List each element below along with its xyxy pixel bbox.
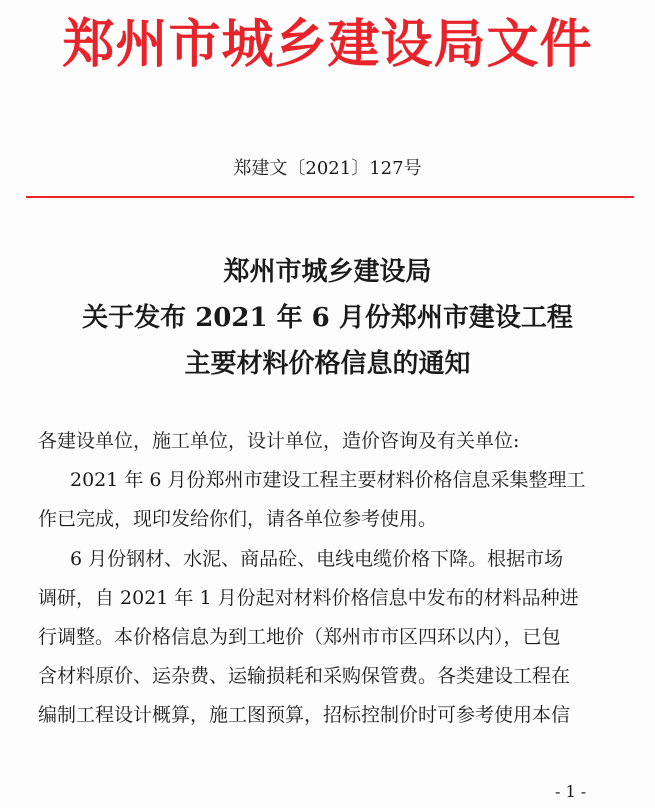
paragraph-2-line-4: 含材料原价、运杂费、运输损耗和采购保管费。各类建设工程在	[38, 665, 571, 687]
notice-title-line-1: 郑州市城乡建设局	[223, 257, 432, 287]
paragraph-2-line-1: 6 月份钢材、水泥、商品砼、电线电缆价格下降。根据市场	[70, 548, 564, 570]
red-divider-line	[26, 196, 634, 198]
notice-title-line-2: 关于发布 2021 年 6 月份郑州市建设工程	[82, 303, 573, 333]
paragraph-2-line-5: 编制工程设计概算，施工图预算，招标控制价时可参考使用本信	[38, 704, 571, 726]
paragraph-1-line-1: 2021 年 6 月份郑州市建设工程主要材料价格信息采集整理工	[70, 469, 586, 491]
masthead-title: 郑州市城乡建设局文件	[62, 14, 593, 75]
salutation: 各建设单位，施工单位，设计单位，造价咨询及有关单位:	[38, 430, 520, 452]
page-number: - 1 -	[555, 782, 587, 801]
notice-title-line-3: 主要材料价格信息的通知	[184, 349, 471, 379]
paragraph-1-line-2: 作已完成，现印发给你们，请各单位参考使用。	[38, 508, 438, 530]
paragraph-2-line-3: 行调整。本价格信息为到工地价（郑州市市区四环以内），已包	[38, 626, 561, 648]
document-number: 郑建文〔2021〕127号	[233, 158, 422, 179]
paragraph-2-line-2: 调研，自 2021 年 1 月份起对材料价格信息中发布的材料品种进	[38, 587, 579, 609]
